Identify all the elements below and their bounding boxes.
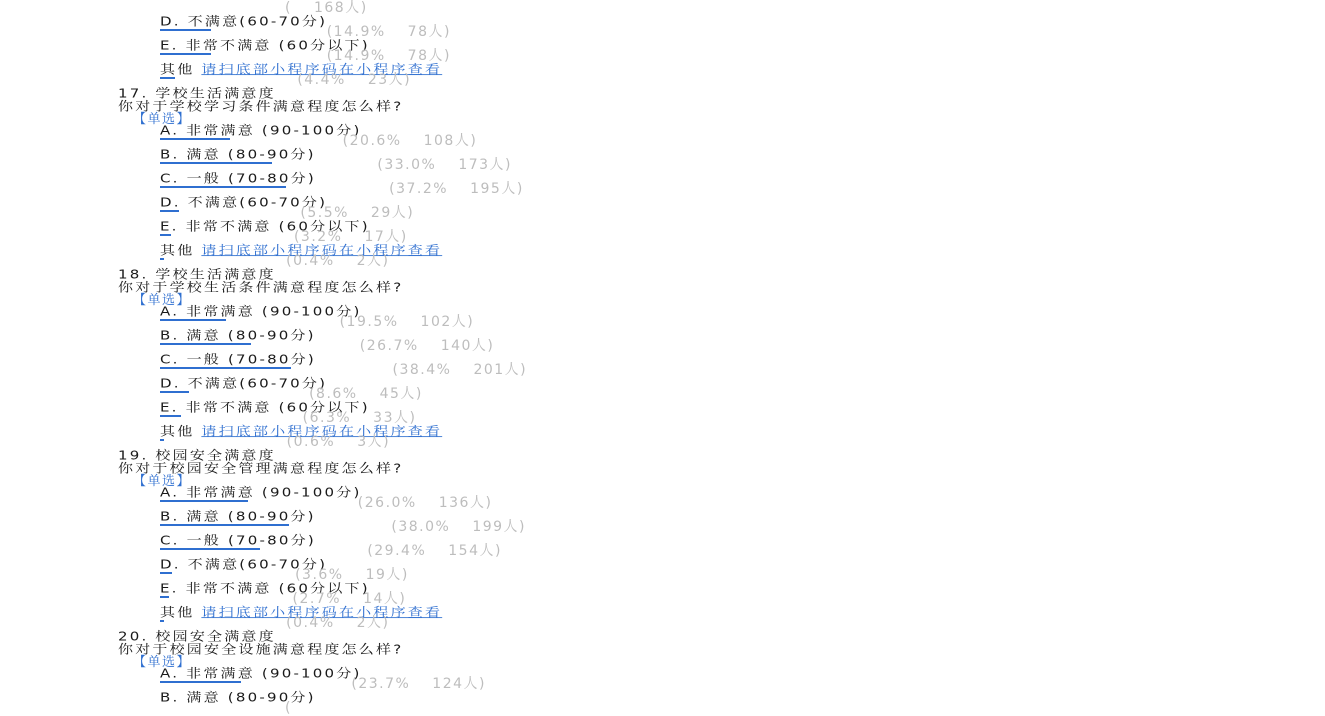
option-count: 173人) [458, 157, 513, 173]
option-stats [351, 678, 486, 690]
question-block [0, 628, 1325, 716]
option-row [160, 303, 1325, 330]
option-row [160, 13, 1325, 40]
option-row [160, 146, 1325, 173]
option-percentage: (37.2% [389, 181, 449, 197]
option-percentage: (33.0% [377, 157, 437, 173]
option-percentage: (19.5% [339, 314, 399, 330]
mini-program-link[interactable]: 请扫底部小程序码在小程序查看 [201, 604, 443, 620]
option-percentage: (23.7% [351, 676, 411, 692]
percentage-bar [160, 343, 251, 345]
option-label: E. 非常不满意 (60分以下) [160, 399, 370, 415]
option-percentage: (38.4% [392, 362, 452, 378]
option-label: A. 非常满意 (90-100分) [160, 484, 362, 500]
option-row [160, 399, 1325, 426]
option-label: A. 非常满意 (90-100分) [160, 122, 362, 138]
percentage-bar [160, 681, 241, 683]
option-row [160, 375, 1325, 402]
option-count: 201人) [473, 362, 528, 378]
question-title: 19. 校园安全满意度 [118, 447, 276, 463]
option-percentage: (0.4% [286, 615, 335, 631]
option-label: C. 一般 (70-80分) [160, 532, 316, 548]
option-stats [377, 159, 512, 171]
other-label: 其他 [160, 61, 195, 77]
option-percentage: (29.4% [367, 543, 427, 559]
option-percentage: (4.4% [297, 72, 346, 88]
option-count: 108人) [423, 133, 478, 149]
option-count: 45人) [379, 386, 423, 402]
option-count: 17人) [364, 229, 408, 245]
option-count: 23人) [367, 72, 412, 88]
option-percentage: (2.7% [292, 591, 342, 607]
option-stats [303, 412, 417, 424]
option-row [160, 0, 1325, 16]
question-prompt: 你对于校园安全管理满意程度怎么样? [118, 460, 404, 476]
question-block [0, 447, 1325, 631]
option-percentage: (14.9% [326, 24, 386, 40]
option-row [160, 423, 1325, 450]
option-label: E. 非常不满意 (60分以下) [160, 580, 370, 596]
option-stats [343, 135, 478, 147]
option-stats [286, 255, 389, 267]
option-count: 33人) [373, 410, 417, 426]
percentage-bar [160, 548, 260, 550]
option-count: 29人) [370, 205, 415, 221]
percentage-bar [160, 234, 171, 236]
other-label: 其他 [160, 242, 195, 258]
option-stats [360, 340, 495, 352]
option-percentage: (20.6% [342, 133, 402, 149]
percentage-bar [160, 53, 211, 55]
option-row [160, 327, 1325, 354]
option-row [160, 37, 1325, 64]
option-row [160, 484, 1325, 511]
option-stats [293, 593, 407, 605]
option-row [160, 122, 1325, 149]
option-label: E. 非常不满意 (60分以下) [160, 37, 370, 53]
question-title: 20. 校园安全满意度 [118, 628, 276, 644]
percentage-bar [160, 391, 189, 393]
mini-program-link[interactable]: 请扫底部小程序码在小程序查看 [201, 423, 443, 439]
percentage-bar [160, 596, 169, 598]
question-type-tag: 【单选】 [133, 293, 192, 308]
percentage-bar [160, 415, 181, 417]
question-title: 17. 学校生活满意度 [118, 85, 276, 101]
option-stats [391, 521, 526, 533]
option-stats [286, 617, 389, 629]
option-label: A. 非常满意 (90-100分) [160, 303, 362, 319]
question-type-tag: 【单选】 [133, 112, 192, 127]
percentage-bar [160, 572, 172, 574]
option-count: 102人) [420, 314, 475, 330]
option-stats [300, 207, 414, 219]
option-label: C. 一般 (70-80分) [160, 351, 316, 367]
question-title: 18. 学校生活满意度 [118, 266, 276, 282]
percentage-bar [160, 524, 289, 526]
question-block [0, 0, 1325, 88]
option-label: D. 不满意(60-70分) [160, 13, 328, 29]
option-count: 78人) [407, 48, 451, 64]
option-percentage: (26.0% [357, 495, 417, 511]
question-prompt: 你对于校园安全设施满意程度怎么样? [118, 641, 404, 657]
option-count: 168人) [313, 0, 368, 16]
option-percentage: (0.6% [286, 434, 336, 450]
question-block [0, 266, 1325, 450]
option-row [160, 194, 1325, 221]
option-count: 2人) [356, 253, 390, 269]
option-stats [327, 50, 451, 62]
option-stats [340, 316, 475, 328]
question-prompt: 你对于学校学习条件满意程度怎么样? [118, 98, 404, 114]
percentage-bar [160, 620, 164, 622]
option-percentage: (6.3% [302, 410, 352, 426]
option-row [160, 351, 1325, 378]
option-count: 3人) [357, 434, 391, 450]
option-label: B. 满意 (80-90分) [160, 327, 316, 343]
option-stats [327, 26, 451, 38]
option-stats [294, 231, 408, 243]
percentage-bar [160, 77, 175, 79]
option-count: 199人) [472, 519, 527, 535]
option-row [160, 689, 1325, 716]
option-count: 154人) [448, 543, 502, 559]
option-count: 140人) [440, 338, 495, 354]
option-stats [285, 2, 368, 14]
option-stats [367, 545, 502, 557]
option-label: B. 满意 (80-90分) [160, 689, 316, 705]
option-count: 19人) [365, 567, 409, 583]
option-label: A. 非常满意 (90-100分) [160, 665, 362, 681]
option-percentage: ( [285, 0, 292, 16]
option-count: 2人) [356, 615, 390, 631]
percentage-bar [160, 258, 164, 260]
option-stats [393, 364, 528, 376]
mini-program-link[interactable]: 请扫底部小程序码在小程序查看 [201, 61, 443, 77]
option-percentage: (5.5% [300, 205, 349, 221]
mini-program-link[interactable]: 请扫底部小程序码在小程序查看 [201, 242, 443, 258]
question-type-tag: 【单选】 [133, 655, 192, 670]
percentage-bar [160, 500, 248, 502]
option-count: 195人) [470, 181, 524, 197]
other-label: 其他 [160, 604, 195, 620]
percentage-bar [160, 439, 164, 441]
option-count: 136人) [438, 495, 493, 511]
option-percentage: (3.2% [293, 229, 343, 245]
option-stats [295, 569, 409, 581]
option-count: 124人) [432, 676, 486, 692]
question-type-tag: 【单选】 [133, 474, 192, 489]
option-label: E. 非常不满意 (60分以下) [160, 218, 370, 234]
question-prompt: 你对于学校生活条件满意程度怎么样? [118, 279, 404, 295]
option-stats [285, 702, 314, 714]
option-label: D. 不满意(60-70分) [160, 375, 328, 391]
option-row [160, 532, 1325, 559]
option-row [160, 665, 1325, 692]
option-percentage: (14.9% [326, 48, 386, 64]
option-label: D. 不满意(60-70分) [160, 194, 328, 210]
option-row [160, 242, 1325, 269]
option-row [160, 604, 1325, 631]
percentage-bar [160, 29, 211, 31]
option-row [160, 556, 1325, 583]
option-percentage: (0.4% [286, 253, 335, 269]
option-percentage: (26.7% [359, 338, 419, 354]
percentage-bar [160, 162, 272, 164]
option-row [160, 61, 1325, 88]
option-percentage: ( [285, 700, 292, 716]
option-row [160, 170, 1325, 197]
option-row [160, 218, 1325, 245]
option-percentage: (8.6% [309, 386, 358, 402]
option-percentage: (38.0% [391, 519, 451, 535]
option-row [160, 508, 1325, 535]
option-stats [358, 497, 493, 509]
option-label: D. 不满意(60-70分) [160, 556, 328, 572]
option-row [160, 580, 1325, 607]
option-label: B. 满意 (80-90分) [160, 508, 316, 524]
option-label: C. 一般 (70-80分) [160, 170, 316, 186]
option-count: 14人) [363, 591, 407, 607]
percentage-bar [160, 319, 226, 321]
option-stats [389, 183, 524, 195]
percentage-bar [160, 138, 230, 140]
option-count: 78人) [407, 24, 451, 40]
question-block [0, 85, 1325, 269]
option-stats [309, 388, 423, 400]
option-stats [287, 436, 390, 448]
percentage-bar [160, 367, 291, 369]
option-stats [297, 74, 411, 86]
percentage-bar [160, 210, 179, 212]
option-percentage: (3.6% [295, 567, 344, 583]
option-label: B. 满意 (80-90分) [160, 146, 316, 162]
other-label: 其他 [160, 423, 195, 439]
percentage-bar [160, 186, 286, 188]
